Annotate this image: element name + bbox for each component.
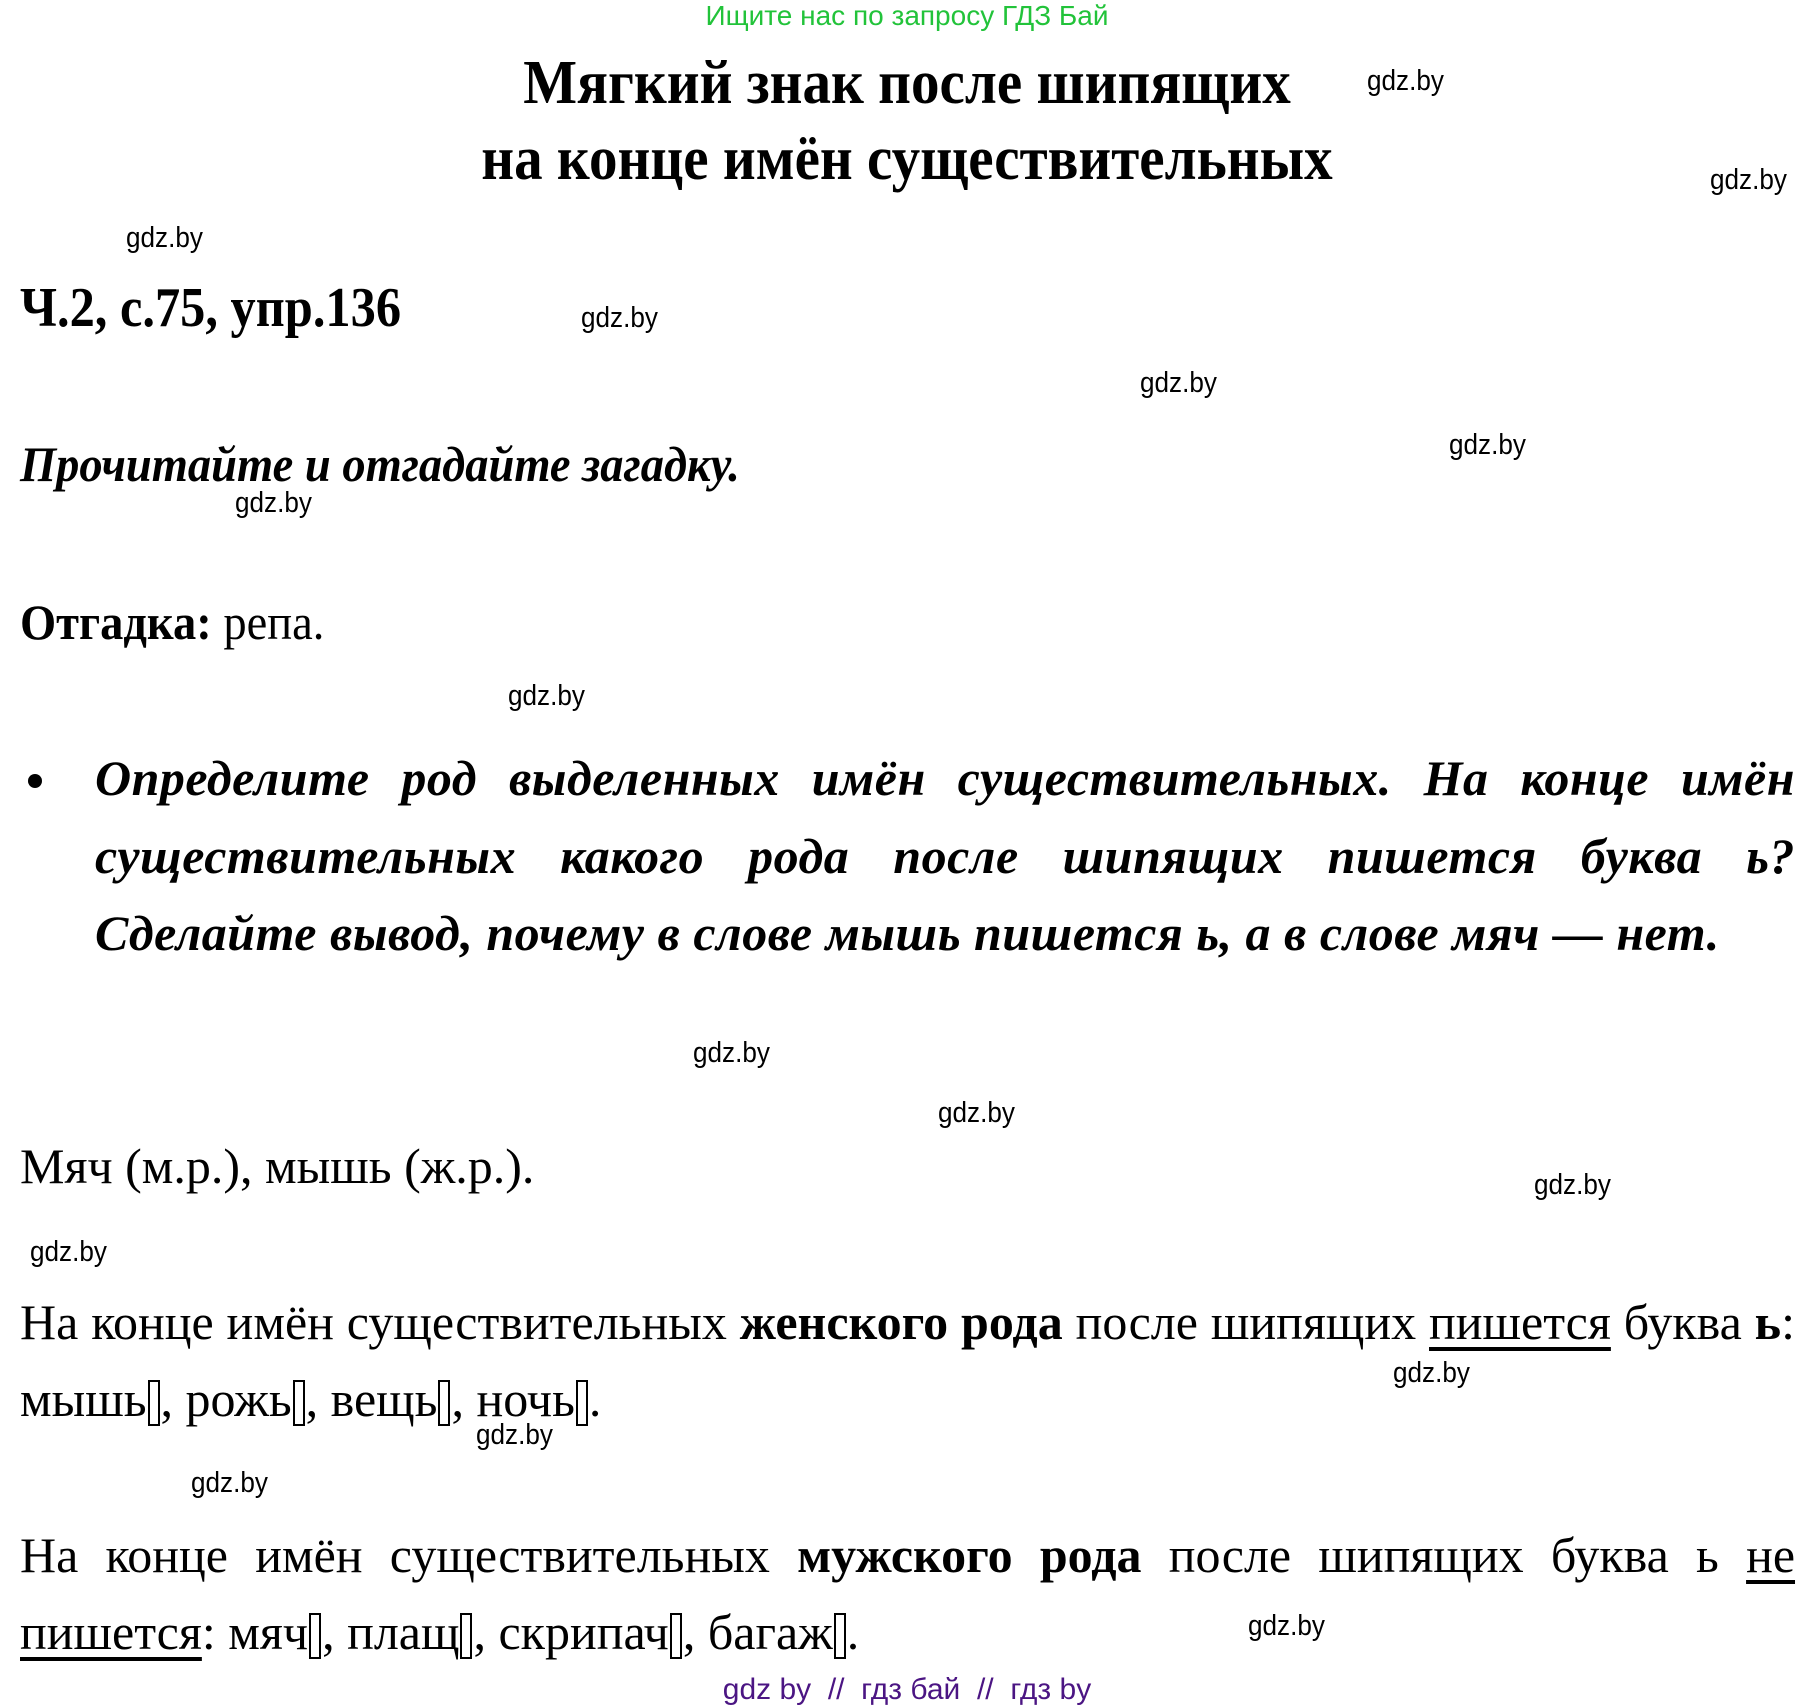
example-word: мяч: [228, 1604, 309, 1660]
separator: ,: [160, 1371, 186, 1427]
example-word: мышь: [20, 1371, 147, 1427]
separator: ,: [473, 1604, 499, 1660]
watermark-text: gdz.by: [1534, 1169, 1611, 1201]
letter-box-icon: [460, 1613, 472, 1659]
separator: ,: [451, 1371, 477, 1427]
separator: ,: [682, 1604, 708, 1660]
text-fragment: На конце имён существительных: [20, 1527, 798, 1583]
page-title-line-2: на конце имён существительных: [481, 125, 1333, 193]
watermark-text: gdz.by: [1367, 65, 1444, 97]
underlined-term: не пишется: [20, 1527, 1796, 1660]
masculine-rule-paragraph: [20, 1517, 1795, 1671]
letter-box-icon: [148, 1380, 160, 1426]
text-fragment: буква: [1610, 1294, 1755, 1350]
watermark-text: gdz.by: [1449, 429, 1526, 461]
riddle-answer: [20, 590, 324, 654]
letter-box-icon: [670, 1613, 682, 1659]
watermark-text: gdz.by: [30, 1236, 107, 1268]
separator: ,: [305, 1371, 331, 1427]
separator: ,: [322, 1604, 348, 1660]
text-fragment: после шипящих буква ь: [1141, 1527, 1747, 1583]
watermark-text: gdz.by: [1393, 1357, 1470, 1389]
feminine-rule-paragraph: [20, 1284, 1795, 1438]
bold-letter: ь: [1754, 1294, 1782, 1350]
letter-box-icon: [438, 1380, 450, 1426]
example-word: плащ: [347, 1604, 460, 1660]
text-fragment: после шипящих: [1062, 1294, 1430, 1350]
watermark-text: gdz.by: [476, 1419, 553, 1451]
text-fragment: На конце имён существительных: [20, 1294, 740, 1350]
watermark-text: gdz.by: [1248, 1610, 1325, 1642]
text-fragment: :: [201, 1604, 229, 1660]
example-word: багаж: [707, 1604, 833, 1660]
genders-line: Мяч (м.р.), мышь (ж.р.).: [20, 1138, 535, 1194]
watermark-text: gdz.by: [581, 302, 658, 334]
example-word: ночь: [476, 1371, 575, 1427]
bullet-icon: [28, 774, 42, 788]
example-word: вещь: [330, 1371, 438, 1427]
separator: .: [846, 1604, 860, 1660]
watermark-text: gdz.by: [191, 1467, 268, 1499]
footer-watermark: gdz by // гдз бай // гдз by: [722, 1673, 1092, 1706]
bold-term: мужского рода: [797, 1527, 1142, 1583]
letter-box-icon: [576, 1380, 588, 1426]
search-hint-banner: Ищите нас по запросу ГДЗ Бай: [705, 0, 1109, 31]
watermark-text: gdz.by: [1710, 164, 1787, 196]
letter-box-icon: [309, 1613, 321, 1659]
watermark-text: gdz.by: [126, 222, 203, 254]
task-instruction: Прочитайте и отгадайте загадку.: [20, 436, 740, 492]
watermark-text: gdz.by: [235, 487, 312, 519]
letter-box-icon: [293, 1380, 305, 1426]
example-word: скрипач: [498, 1604, 669, 1660]
watermark-text: gdz.by: [693, 1037, 770, 1069]
letter-box-icon: [834, 1613, 846, 1659]
example-word: рожь: [185, 1371, 292, 1427]
answer-value: репа.: [211, 594, 325, 650]
watermark-text: gdz.by: [938, 1097, 1015, 1129]
bullet-question-text: Определите род выделенных имён существительных. На конце имён существительных какого рода после шипящих пишется буква ь? Сделайте вывод, почему в слове мышь пишется ь, а в слове мяч — нет.: [95, 750, 1795, 961]
underlined-term: пишется: [1429, 1294, 1611, 1350]
separator: .: [588, 1371, 602, 1427]
bullet-question: [20, 740, 1795, 973]
watermark-text: gdz.by: [1140, 367, 1217, 399]
text-fragment: :: [1781, 1294, 1796, 1350]
answer-label: Отгадка:: [20, 594, 212, 650]
bold-term: женского рода: [739, 1294, 1063, 1350]
exercise-reference: Ч.2, с.75, упр.136: [20, 277, 402, 339]
watermark-text: gdz.by: [508, 680, 585, 712]
page-title-line-1: Мягкий знак после шипящих: [523, 49, 1291, 117]
